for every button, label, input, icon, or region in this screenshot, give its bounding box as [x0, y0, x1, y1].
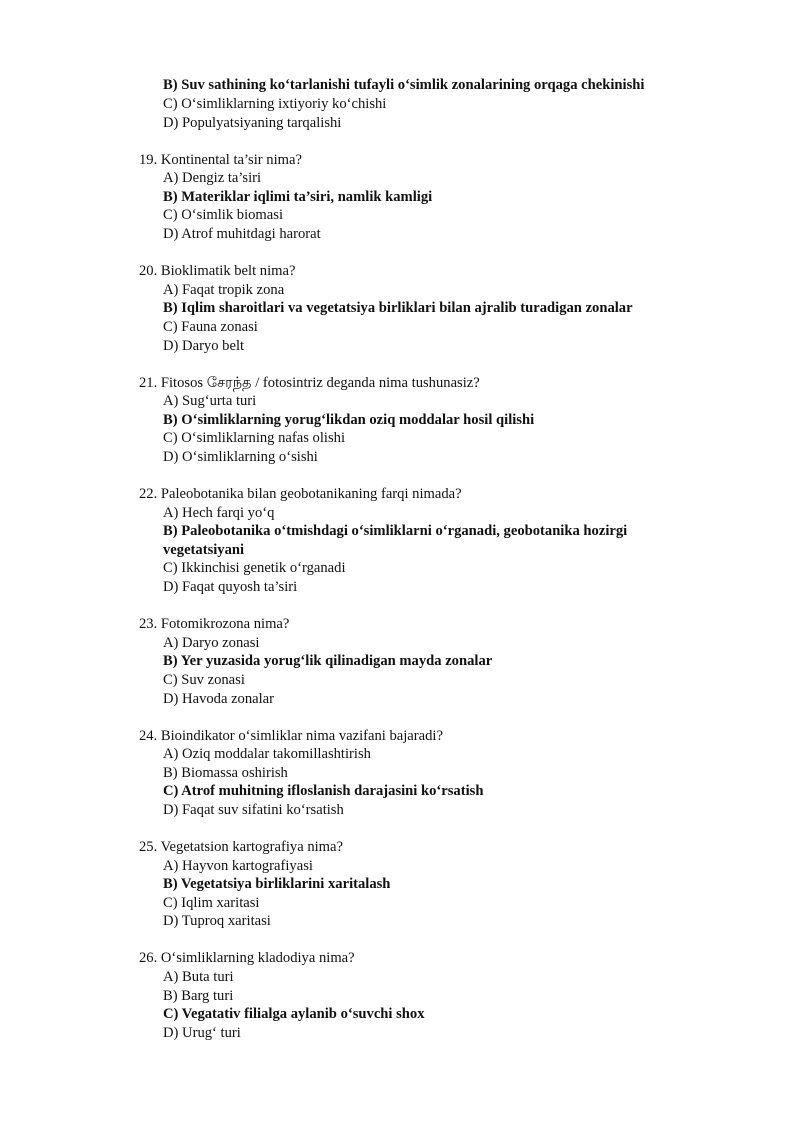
- answer-option: A) Sug‘urta turi: [163, 393, 257, 409]
- answer-option: C) O‘simliklarning nafas olishi: [163, 430, 345, 446]
- question-text: 25. Vegetatsion kartografiya nima?: [139, 839, 343, 855]
- answer-option: D) Urug‘ turi: [163, 1025, 241, 1041]
- answer-option: B) O‘simliklarning yorug‘likdan oziq moddalar hosil qilishi: [163, 412, 535, 428]
- answer-option: B) Paleobotanika o‘tmishdagi o‘simliklarni o‘rganadi, geobotanika hozirgi: [163, 523, 628, 539]
- answer-option: D) Atrof muhitdagi harorat: [163, 226, 321, 242]
- answer-option: B) Barg turi: [163, 988, 234, 1004]
- answer-option: C) O‘simlik biomasi: [163, 207, 283, 223]
- answer-option: A) Hayvon kartografiyasi: [163, 858, 313, 874]
- answer-option: B) Materiklar iqlimi ta’siri, namlik kamligi: [163, 189, 433, 205]
- question-text: 22. Paleobotanika bilan geobotanikaning farqi nimada?: [139, 486, 462, 502]
- answer-option: D) Populyatsiyaning tarqalishi: [163, 115, 342, 131]
- answer-option: C) O‘simliklarning ixtiyoriy ko‘chishi: [163, 96, 387, 112]
- answer-option: B) Suv sathining ko‘tarlanishi tufayli o‘simlik zonalarining orqaga chekinishi: [163, 77, 645, 93]
- answer-option: A) Oziq moddalar takomillashtirish: [163, 746, 371, 762]
- answer-option: D) Faqat suv sifatini ko‘rsatish: [163, 802, 344, 818]
- answer-option: D) Tuproq xaritasi: [163, 913, 271, 929]
- answer-option: D) Daryo belt: [163, 338, 245, 354]
- answer-option: C) Fauna zonasi: [163, 319, 258, 335]
- question-text: 23. Fotomikrozona nima?: [139, 616, 290, 632]
- answer-option: B) Iqlim sharoitlari va vegetatsiya birliklari bilan ajralib turadigan zonalar: [163, 300, 633, 316]
- answer-option: C) Suv zonasi: [163, 672, 245, 688]
- question-text: 24. Bioindikator o‘simliklar nima vazifani bajaradi?: [139, 728, 443, 744]
- answer-option: A) Hech farqi yo‘q: [163, 505, 275, 521]
- answer-option: D) Havoda zonalar: [163, 691, 275, 707]
- answer-option: C) Iqlim xaritasi: [163, 895, 260, 911]
- answer-option: C) Vegatativ filialga aylanib o‘suvchi shox: [163, 1006, 425, 1022]
- question-text: 20. Bioklimatik belt nima?: [139, 263, 296, 279]
- question-text: 26. O‘simliklarning kladodiya nima?: [139, 950, 355, 966]
- answer-option: D) Faqat quyosh ta’siri: [163, 579, 298, 595]
- answer-option: B) Biomassa oshirish: [163, 765, 288, 781]
- answer-option: C) Ikkinchisi genetik o‘rganadi: [163, 560, 346, 576]
- answer-option-continuation: vegetatsiyani: [163, 542, 245, 558]
- answer-option: A) Buta turi: [163, 969, 234, 985]
- answer-option: A) Daryo zonasi: [163, 635, 260, 651]
- answer-option: B) Vegetatsiya birliklarini xaritalash: [163, 876, 391, 892]
- answer-option: D) O‘simliklarning o‘sishi: [163, 449, 318, 465]
- answer-option: A) Faqat tropik zona: [163, 282, 285, 298]
- question-text: 21. Fitosos சேரந்த / fotosintriz deganda nima tushunasiz?: [139, 375, 480, 391]
- answer-option: A) Dengiz ta’siri: [163, 170, 262, 186]
- question-text: 19. Kontinental ta’sir nima?: [139, 152, 302, 168]
- answer-option: B) Yer yuzasida yorug‘lik qilinadigan mayda zonalar: [163, 653, 493, 669]
- answer-option: C) Atrof muhitning ifloslanish darajasini ko‘rsatish: [163, 783, 484, 799]
